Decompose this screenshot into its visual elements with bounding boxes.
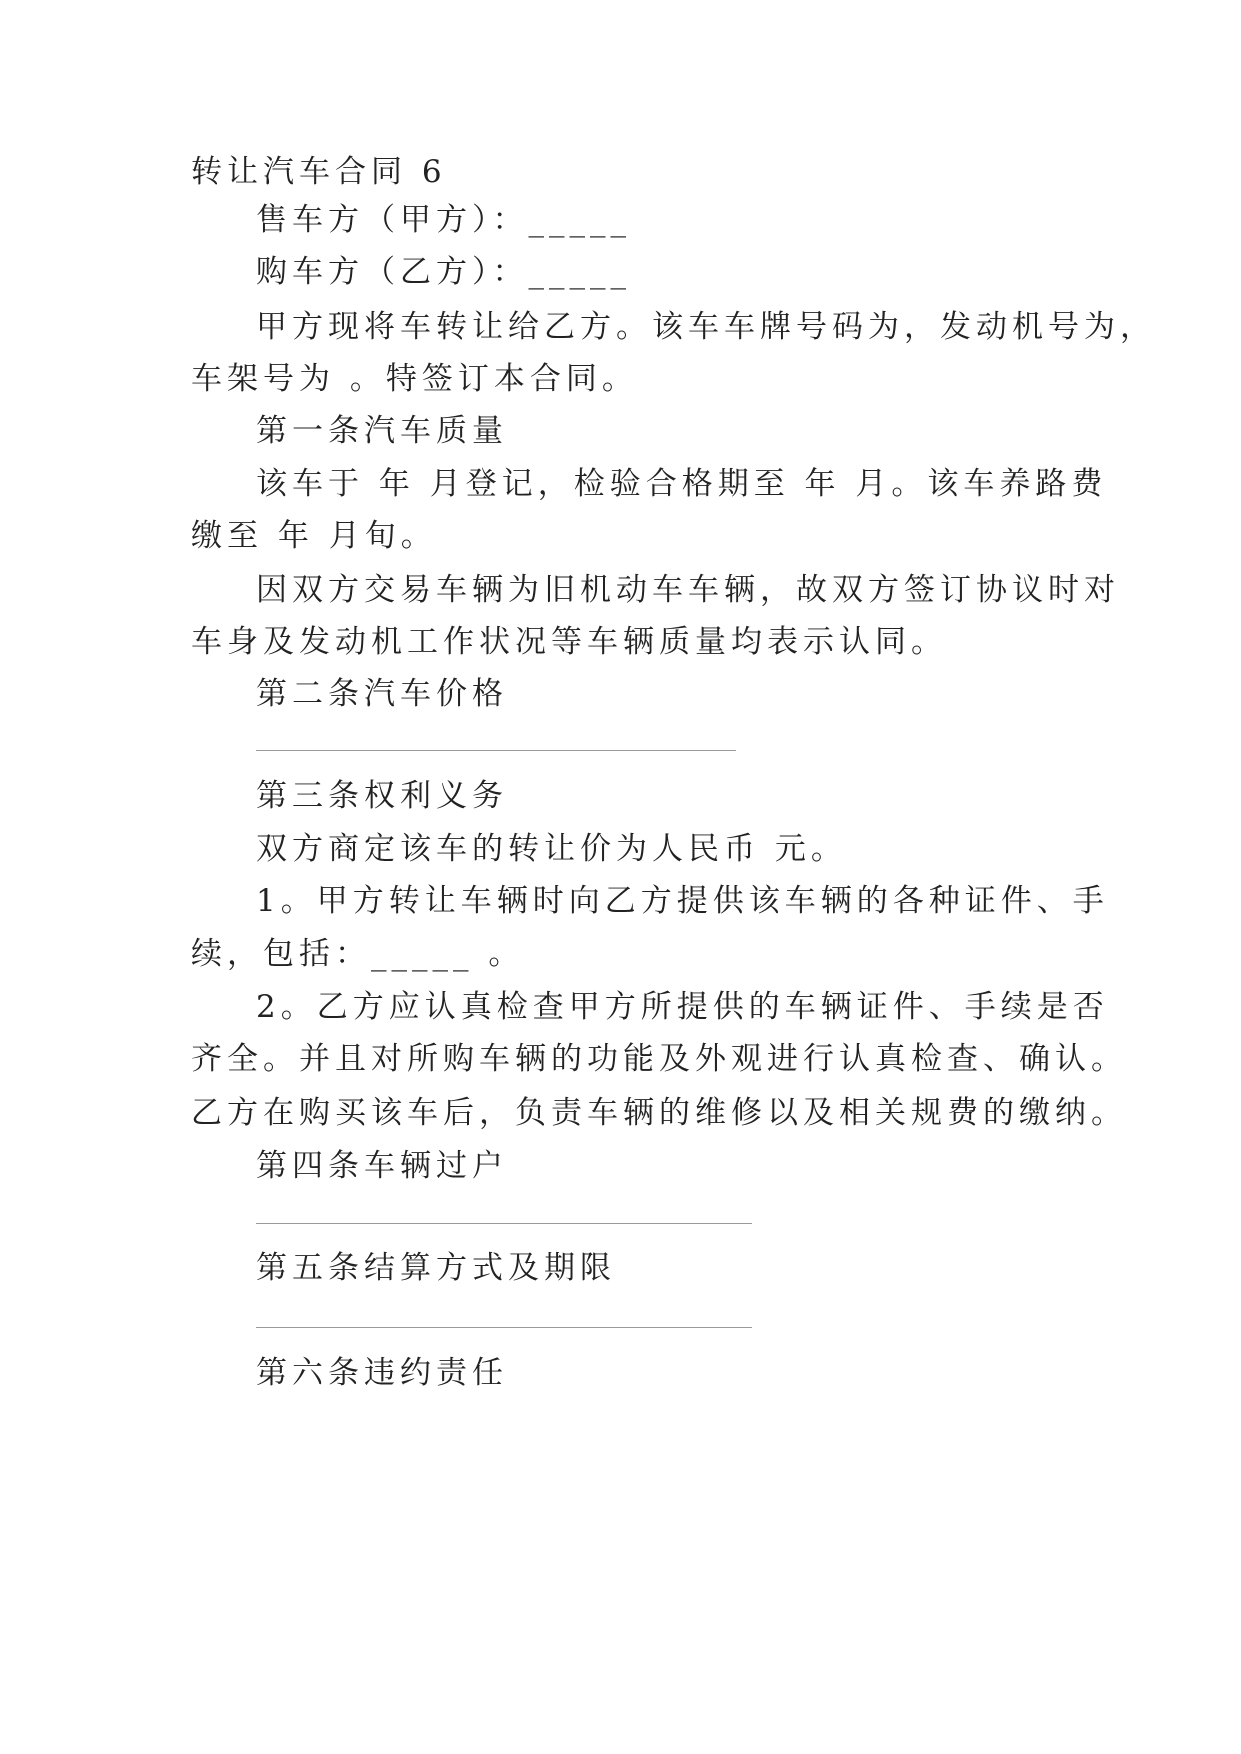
intro-paragraph-line-2: 车架号为 。特签订本合同。	[191, 361, 638, 397]
document-title: 转让汽车合同 6	[191, 154, 447, 190]
article-3-item-2-line-3: 乙方在购买该车后，负责车辆的维修以及相关规费的缴纳。	[191, 1095, 1127, 1131]
article-1-paragraph-1-line-1: 该车于 年 月登记，检验合格期至 年 月。该车养路费	[256, 466, 1108, 502]
article-2-heading: 第二条汽车价格	[256, 676, 508, 712]
intro-paragraph-line-1: 甲方现将车转让给乙方。该车车牌号码为，发动机号为，	[256, 309, 1156, 345]
article-1-heading: 第一条汽车质量	[256, 413, 508, 449]
article-2-blank-line	[256, 750, 736, 751]
article-4-blank-line	[256, 1223, 752, 1224]
article-3-item-1-line-2: 续，包括：_____ 。	[191, 936, 525, 972]
article-4-heading: 第四条车辆过户	[256, 1148, 508, 1184]
article-5-heading: 第五条结算方式及期限	[256, 1250, 616, 1286]
article-1-paragraph-2-line-2: 车身及发动机工作状况等车辆质量均表示认同。	[191, 624, 947, 660]
article-3-price-line: 双方商定该车的转让价为人民币 元。	[256, 831, 847, 867]
seller-line: 售车方（甲方）：_____	[256, 202, 631, 238]
article-6-heading: 第六条违约责任	[256, 1355, 508, 1391]
article-1-paragraph-2-line-1: 因双方交易车辆为旧机动车车辆，故双方签订协议时对	[256, 572, 1120, 608]
article-3-heading: 第三条权利义务	[256, 778, 508, 814]
article-5-blank-line	[256, 1327, 752, 1328]
article-3-item-2-line-1: 2。乙方应认真检查甲方所提供的车辆证件、手续是否	[256, 989, 1109, 1025]
article-3-item-1-line-1: 1。甲方转让车辆时向乙方提供该车辆的各种证件、手	[256, 883, 1109, 919]
article-3-item-2-line-2: 齐全。并且对所购车辆的功能及外观进行认真检查、确认。	[191, 1041, 1127, 1077]
article-1-paragraph-1-line-2: 缴至 年 月旬。	[191, 518, 437, 554]
buyer-line: 购车方（乙方）：_____	[256, 254, 631, 290]
